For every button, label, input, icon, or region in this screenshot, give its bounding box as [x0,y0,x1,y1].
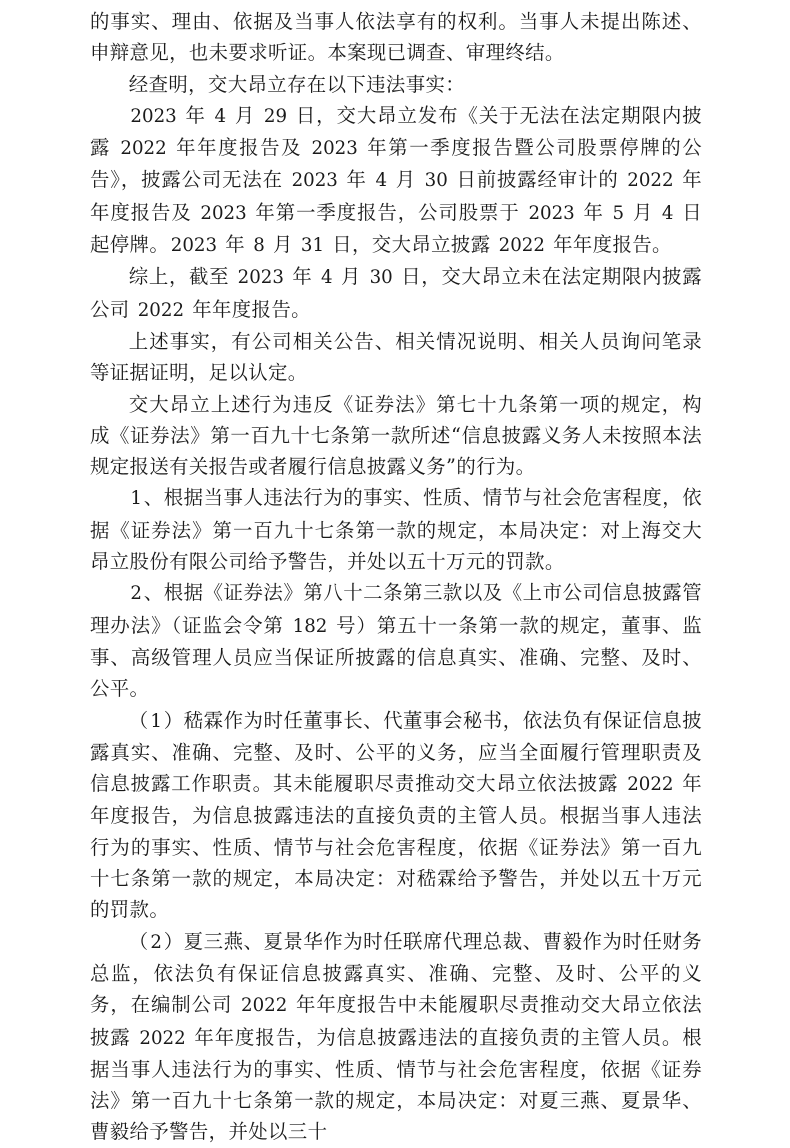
paragraph-fact-summary: 综上，截至 2023 年 4 月 30 日，交大昂立未在法定期限内披露公司 2022 年年度报告。 [90,265,703,321]
paragraph-rights-notice: 的事实、理由、依据及当事人依法享有的权利。当事人未提出陈述、申辩意见，也未要求听证。本案现已调查、审理终结。 [90,10,702,65]
paragraph-duty-basis: 2、根据《证券法》第八十二条第三款以及《上市公司信息披露管理办法》（证监会令第 182 号）第五十一条第一款的规定，董事、监事、高级管理人员应当保证所披露的信息真实、准确、完整、及时、公平。 [90,581,702,701]
paragraph-penalty-jilin: （1）嵇霖作为时任董事长、代董事会秘书，依法负有保证信息披露真实、准确、完整、及时、公平的义务，应当全面履行管理职责及信息披露工作职责。其未能履职尽责推动交大昂立依法披露 2022 年年度报告，为信息披露违法的直接负责的主管人员。根据当事人违法行为的事实、性质、情节与社会危害程度，依据《证券法》第一百九十七条第一款的规定，本局决定：对嵇霖给予警告，并处以五十万元的罚款。 [90,708,702,922]
paragraph-fact-announcement: 2023 年 4 月 29 日，交大昂立发布《关于无法在法定期限内披露 2022 年年度报告及 2023 年第一季度报告暨公司股票停牌的公告》，披露公司无法在 2023 年 4 月 30 日前披露经审计的 2022 年年度报告及 2023 年第一季度报告，公司股票于 2023 年 5 月 4 日起停牌。2023 年 8 月 31 日，交大昂立披露 2022 年年度报告。 [90,103,702,257]
paragraph-findings-intro: 经查明，交大昂立存在以下违法事实： [128,72,466,96]
document-text-body [90,6,702,1148]
paragraph-penalty-others: （2）夏三燕、夏景华作为时任联席代理总裁、曹毅作为时任财务总监，依法负有保证信息披露真实、准确、完整、及时、公平的义务，在编制公司 2022 年年度报告中未能履职尽责推动交大昂立依法披露 2022 年年度报告，为信息披露违法的直接负责的主管人员。根据当事人违法行为的事实、性质、情节与社会危害程度，依据《证券法》第一百九十七条第一款的规定，本局决定：对夏三燕、夏景华、曹毅给予警告，并处以三十 [90,929,702,1144]
paragraph-violation-finding: 交大昂立上述行为违反《证券法》第七十九条第一项的规定，构成《证券法》第一百九十七条第一款所述“信息披露义务人未按照本法规定报送有关报告或者履行信息披露义务”的行为。 [90,392,702,479]
paragraph-penalty-company: 1、根据当事人违法行为的事实、性质、情节与社会危害程度，依据《证券法》第一百九十七条第一款的规定，本局决定：对上海交大昂立股份有限公司给予警告，并处以五十万元的罚款。 [90,486,702,574]
paragraph-evidence: 上述事实，有公司相关公告、相关情况说明、相关人员询问笔录等证据证明，足以认定。 [90,329,702,385]
